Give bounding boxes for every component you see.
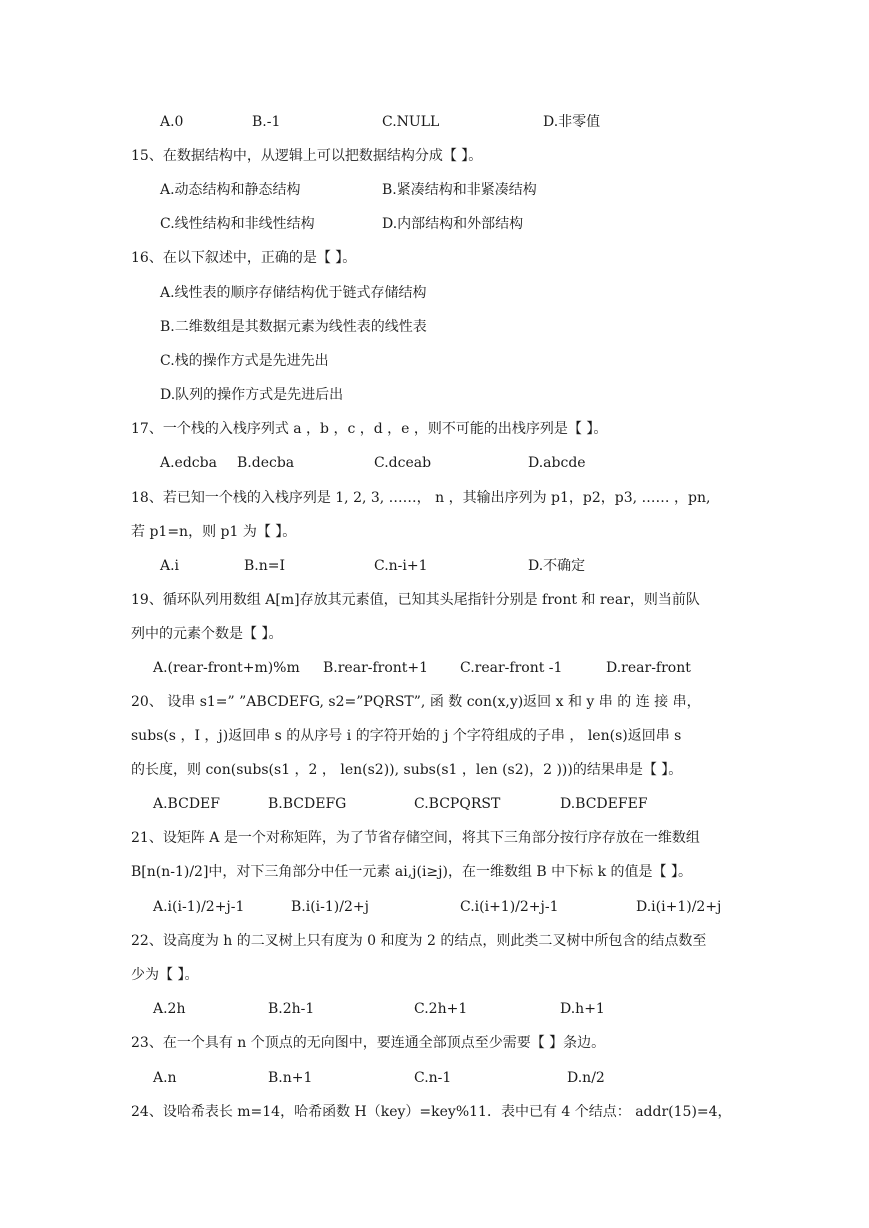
- option-d: D.h+1: [560, 1001, 605, 1017]
- question-stem-line-1: 21、设矩阵 A 是一个对称矩阵，为了节省存储空间，将其下三角部分按行序存放在一维数组: [131, 830, 700, 846]
- question-stem-line-1: 18、若已知一个栈的入栈序列是 1, 2, 3, ……， n ，其输出序列为 p1，p2，p3, …… ，pn,: [131, 490, 711, 506]
- option-d: D.内部结构和外部结构: [382, 216, 524, 232]
- option-a: A.n: [153, 1070, 177, 1086]
- option-d: D.rear-front: [606, 660, 691, 676]
- option-d: D.abcde: [528, 455, 586, 471]
- option-c: C.dceab: [374, 455, 432, 471]
- question-stem-line-2: 少为【 】。: [131, 967, 199, 983]
- option-b: B.2h-1: [268, 1001, 315, 1017]
- question-stem: 16、在以下叙述中，正确的是【 】。: [131, 250, 357, 266]
- option-b: B.-1: [252, 114, 281, 130]
- question-stem-line-2: B[n(n-1)/2]中，对下三角部分中任一元素 ai,j(i≥j)，在一维数组 B 中下标 k 的值是【 】。: [131, 864, 692, 880]
- question-stem-line-1: 19、循环队列用数组 A[m]存放其元素值，已知其头尾指针分别是 front 和 rear，则当前队: [131, 592, 700, 608]
- option-b: B.n=I: [244, 558, 286, 574]
- option-d: D.队列的操作方式是先进后出: [160, 387, 344, 403]
- option-b: B.decba: [237, 455, 295, 471]
- option-c: C.2h+1: [414, 1001, 468, 1017]
- option-d: D.i(i+1)/2+j: [636, 899, 722, 915]
- question-stem-line-3: 的长度，则 con(subs(s1 ，2 ， len(s2)), subs(s1 ，len (s2)，2 )))的结果串是【 】。: [131, 762, 683, 778]
- option-b: B.二维数组是其数据元素为线性表的线性表: [160, 319, 427, 335]
- option-a: A.edcba: [160, 455, 217, 471]
- option-b: B.BCDEFG: [268, 796, 347, 812]
- option-a: A.动态结构和静态结构: [160, 182, 301, 198]
- option-a: A.BCDEF: [153, 796, 220, 812]
- option-c: C.n-1: [414, 1070, 452, 1086]
- option-d: D.BCDEFEF: [560, 796, 648, 812]
- option-c: C.n-i+1: [374, 558, 428, 574]
- question-stem-line-1: 22、设高度为 h 的二叉树上只有度为 0 和度为 2 的结点，则此类二叉树中所包含的结点数至: [131, 933, 707, 949]
- option-d: D.不确定: [528, 558, 586, 574]
- question-stem-line-2: 列中的元素个数是【 】。: [131, 626, 283, 642]
- option-b: B.n+1: [268, 1070, 313, 1086]
- option-a: A.i(i-1)/2+j-1: [153, 899, 245, 915]
- option-c: C.BCPQRST: [414, 796, 501, 812]
- option-b: B.i(i-1)/2+j: [291, 899, 369, 915]
- question-stem: 23、在一个具有 n 个顶点的无向图中，要连通全部顶点至少需要【 】条边。: [131, 1035, 606, 1051]
- option-a: A.线性表的顺序存储结构优于链式存储结构: [160, 285, 427, 301]
- question-stem-line-2: 若 p1=n，则 p1 为【 】。: [131, 524, 297, 540]
- option-c: C.栈的操作方式是先进先出: [160, 353, 329, 369]
- option-d: D.n/2: [567, 1070, 605, 1086]
- question-stem: 24、设哈希表长 m=14，哈希函数 H（key）=key%11．表中已有 4 个结点： addr(15)=4，: [131, 1104, 732, 1120]
- question-stem: 17、一个栈的入栈序列式 a ，b ，c ，d ，e ，则不可能的出栈序列是【 】。: [131, 421, 608, 437]
- option-c: C.i(i+1)/2+j-1: [460, 899, 559, 915]
- option-a: A.2h: [153, 1001, 186, 1017]
- question-stem: 15、在数据结构中，从逻辑上可以把数据结构分成【 】。: [131, 148, 483, 164]
- question-stem-line-2: subs(s ，I ，j)返回串 s 的从序号 i 的字符开始的 j 个字符组成的子串 ， len(s)返回串 s: [131, 728, 682, 744]
- option-a: A.0: [160, 114, 184, 130]
- option-b: B.rear-front+1: [323, 660, 429, 676]
- option-c: C.rear-front -1: [460, 660, 563, 676]
- option-d: D.非零值: [543, 114, 601, 130]
- option-c: C.线性结构和非线性结构: [160, 216, 315, 232]
- option-c: C.NULL: [382, 114, 440, 130]
- option-b: B.紧凑结构和非紧凑结构: [382, 182, 537, 198]
- option-a: A.(rear-front+m)%m: [153, 660, 300, 676]
- question-stem-line-1: 20、 设串 s1=” ”ABCDEFG, s2=”PQRST”, 函 数 con(x,y)返回 x 和 y 串 的 连 接 串，: [131, 694, 701, 710]
- option-a: A.i: [160, 558, 180, 574]
